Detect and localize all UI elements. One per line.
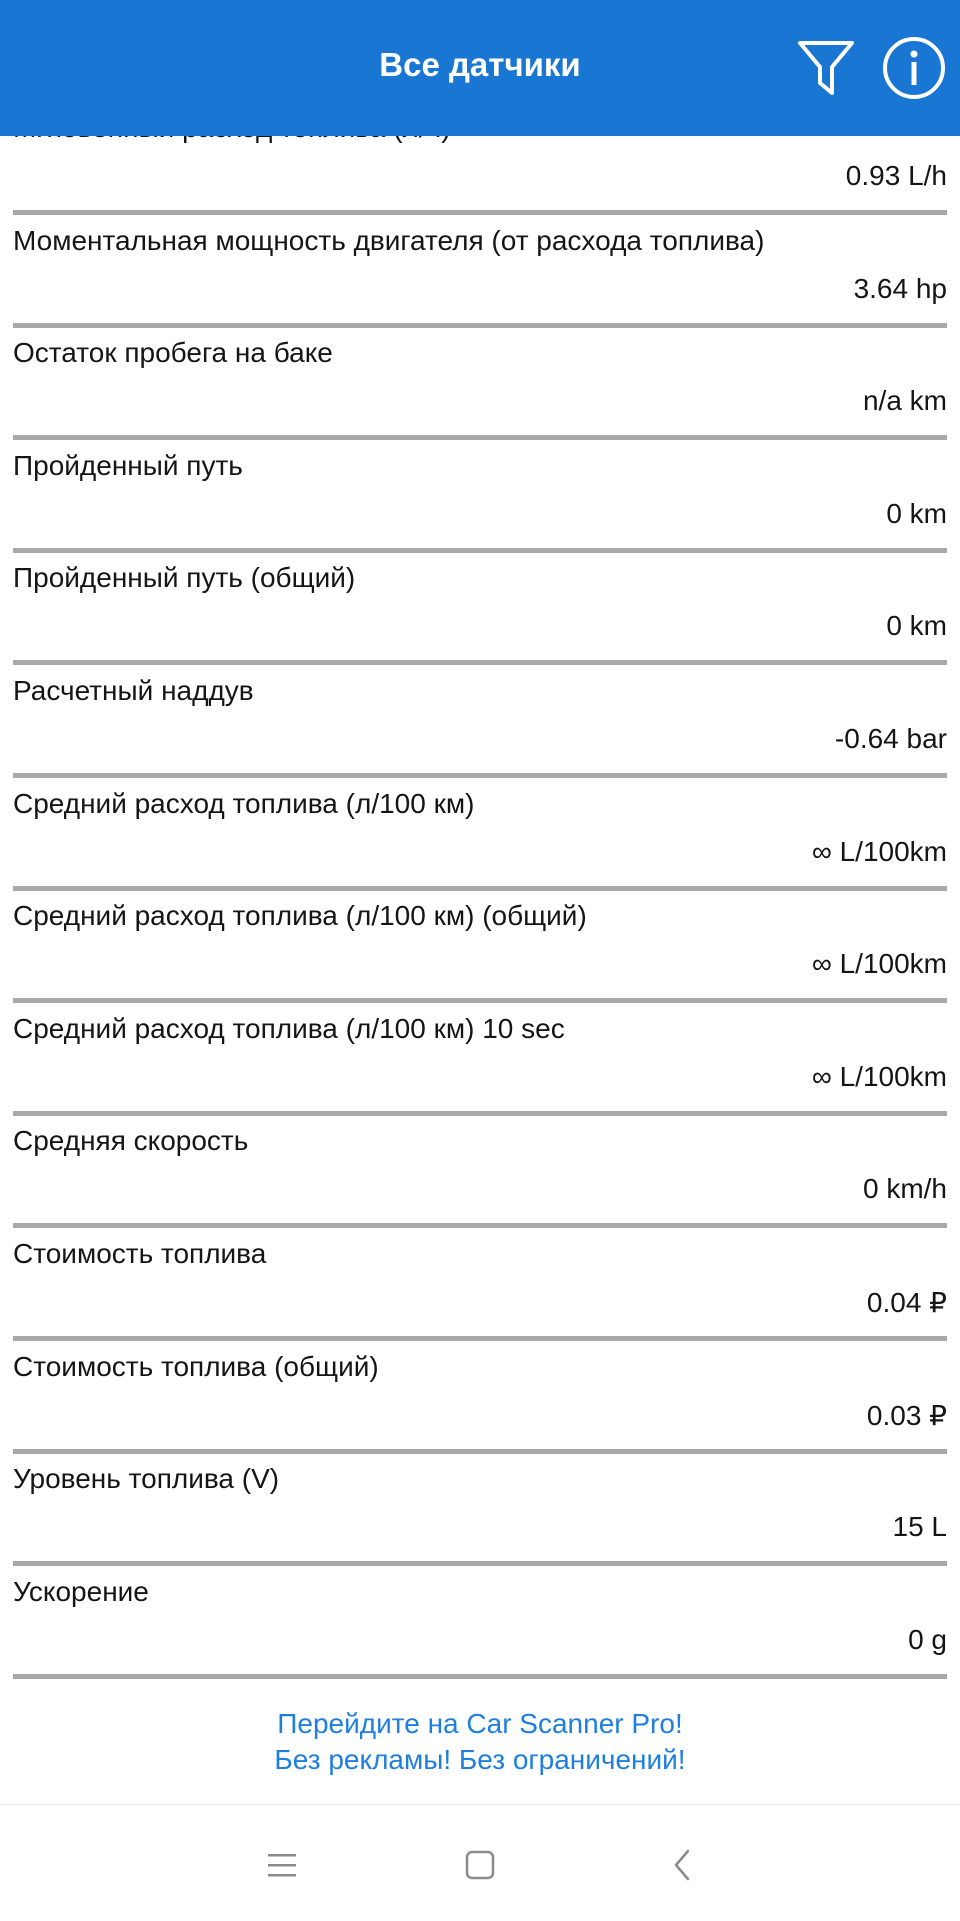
- sensor-name: Средняя скорость: [13, 1125, 249, 1156]
- sensor-row[interactable]: [0, 894, 960, 1006]
- sensor-value: ∞ L/100km: [811, 836, 947, 867]
- info-icon: [881, 35, 947, 101]
- promo-line-2[interactable]: Без рекламы! Без ограничений!: [274, 1744, 686, 1775]
- sensor-name: Пройденный путь (общий): [13, 562, 356, 593]
- info-button[interactable]: [876, 30, 952, 106]
- row-divider: [13, 660, 947, 665]
- sensor-row[interactable]: [0, 1457, 960, 1569]
- sensor-row[interactable]: [0, 556, 960, 668]
- sensor-name: Средний расход топлива (л/100 км) (общий): [13, 900, 587, 931]
- row-divider: [13, 1674, 947, 1679]
- sensor-name: Ускорение: [13, 1576, 149, 1607]
- sensor-name: Средний расход топлива (л/100 км): [13, 788, 475, 819]
- promo-line-1[interactable]: Перейдите на Car Scanner Pro!: [277, 1708, 683, 1739]
- sensor-name: Остаток пробега на баке: [13, 337, 333, 368]
- sensor-value: 0 km/h: [862, 1173, 947, 1204]
- sensor-name: Средний расход топлива (л/100 км) 10 sec: [13, 1013, 565, 1044]
- menu-button[interactable]: [252, 1835, 312, 1895]
- sensor-row[interactable]: [0, 219, 960, 331]
- promo-link[interactable]: [0, 1706, 960, 1778]
- sensor-value: 0 g: [908, 1624, 947, 1655]
- filter-button[interactable]: [788, 30, 864, 106]
- sensor-row[interactable]: [0, 782, 960, 894]
- sensor-row[interactable]: [0, 1232, 960, 1344]
- row-divider: [13, 998, 947, 1003]
- sensor-value: 15 L: [892, 1511, 947, 1542]
- sensor-row[interactable]: [0, 1007, 960, 1119]
- system-nav-bar: [0, 1804, 960, 1921]
- sensor-name: Моментальная мощность двигателя (от расхода топлива): [13, 225, 765, 256]
- home-icon: [464, 1849, 496, 1881]
- sensor-value: 0 km: [886, 498, 947, 529]
- row-divider: [13, 210, 947, 215]
- app-bar: [0, 0, 960, 136]
- row-divider: [13, 435, 947, 440]
- filter-icon: [796, 37, 856, 99]
- sensor-value: ∞ L/100km: [811, 1061, 947, 1092]
- sensor-value: ∞ L/100km: [811, 948, 947, 979]
- row-divider: [13, 1561, 947, 1566]
- sensor-value: 0.04 ₽: [866, 1287, 947, 1318]
- sensor-value: n/a km: [862, 385, 947, 416]
- row-divider: [13, 1336, 947, 1341]
- sensor-value: 0 km: [886, 610, 947, 641]
- sensor-row[interactable]: [0, 1119, 960, 1231]
- sensor-row[interactable]: [0, 331, 960, 443]
- row-divider: [13, 886, 947, 891]
- sensor-row[interactable]: [0, 669, 960, 781]
- row-divider: [13, 1449, 947, 1454]
- sensor-value: 3.64 hp: [853, 273, 947, 304]
- row-divider: [13, 323, 947, 328]
- sensor-value: 0.03 ₽: [866, 1400, 947, 1431]
- sensor-name: Стоимость топлива: [13, 1238, 267, 1269]
- back-button[interactable]: [652, 1835, 712, 1895]
- sensor-name: Стоимость топлива (общий): [13, 1351, 379, 1382]
- row-divider: [13, 773, 947, 778]
- row-divider: [13, 1111, 947, 1116]
- sensor-name: Расчетный наддув: [13, 675, 254, 706]
- sensor-name: Уровень топлива (V): [13, 1463, 280, 1494]
- back-icon: [670, 1848, 694, 1882]
- sensor-name: Пройденный путь: [13, 450, 243, 481]
- sensor-value: 0.93 L/h: [845, 160, 947, 191]
- row-divider: [13, 548, 947, 553]
- page-title: Все датчики: [379, 46, 581, 83]
- sensor-row[interactable]: [0, 1345, 960, 1457]
- sensor-value: -0.64 bar: [834, 723, 947, 754]
- menu-icon: [266, 1850, 298, 1880]
- home-button[interactable]: [450, 1835, 510, 1895]
- sensor-row[interactable]: [0, 1570, 960, 1682]
- row-divider: [13, 1223, 947, 1228]
- sensor-row[interactable]: [0, 444, 960, 556]
